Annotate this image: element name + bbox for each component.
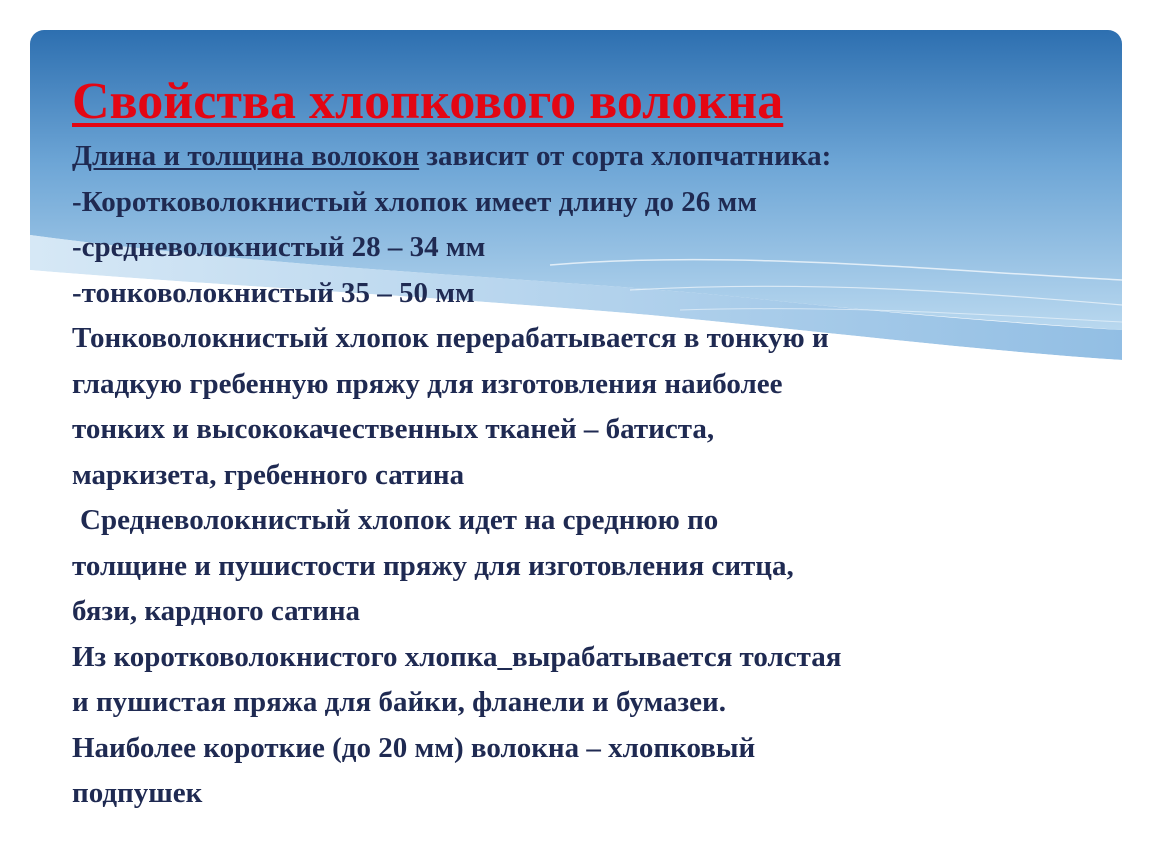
text-line: -средневолокнистый 28 – 34 мм bbox=[72, 231, 486, 263]
text-line: подпушек bbox=[72, 777, 203, 809]
text-line: толщине и пушистости пряжу для изготовления ситца, bbox=[72, 549, 794, 582]
text-line: маркизета, гребенного сатина bbox=[72, 458, 465, 491]
text-line: -Коротковолокнистый хлопок имеет длину до 26 мм bbox=[72, 185, 757, 218]
text-line: Средневолокнистый хлопок идет на среднюю по bbox=[80, 504, 719, 536]
text-line: Из коротковолокнистого хлопка_вырабатывается толстая bbox=[72, 640, 842, 673]
text-line: Наиболее короткие (до 20 мм) волокна – хлопковый bbox=[72, 731, 756, 764]
text-line: Тонковолокнистый хлопок перерабатывается в тонкую и bbox=[72, 322, 829, 354]
slide-title: Свойства хлопкового волокна bbox=[72, 73, 784, 130]
slide-content bbox=[72, 68, 1112, 817]
slide bbox=[30, 30, 1122, 864]
intro-rest-text: зависит от сорта хлопчатника: bbox=[419, 140, 832, 172]
text-line: бязи, кардного сатина bbox=[72, 595, 361, 627]
text-line: тонких и высококачественных тканей – батиста, bbox=[72, 413, 715, 445]
intro-underlined-text: Длина и толщина волокон bbox=[72, 140, 420, 172]
text-line: и пушистая пряжа для байки, фланели и бумазеи. bbox=[72, 686, 727, 718]
text-line: гладкую гребенную пряжу для изготовления наиболее bbox=[72, 367, 783, 400]
intro-line bbox=[72, 134, 1112, 180]
text-line: -тонковолокнистый 35 – 50 мм bbox=[72, 276, 475, 309]
